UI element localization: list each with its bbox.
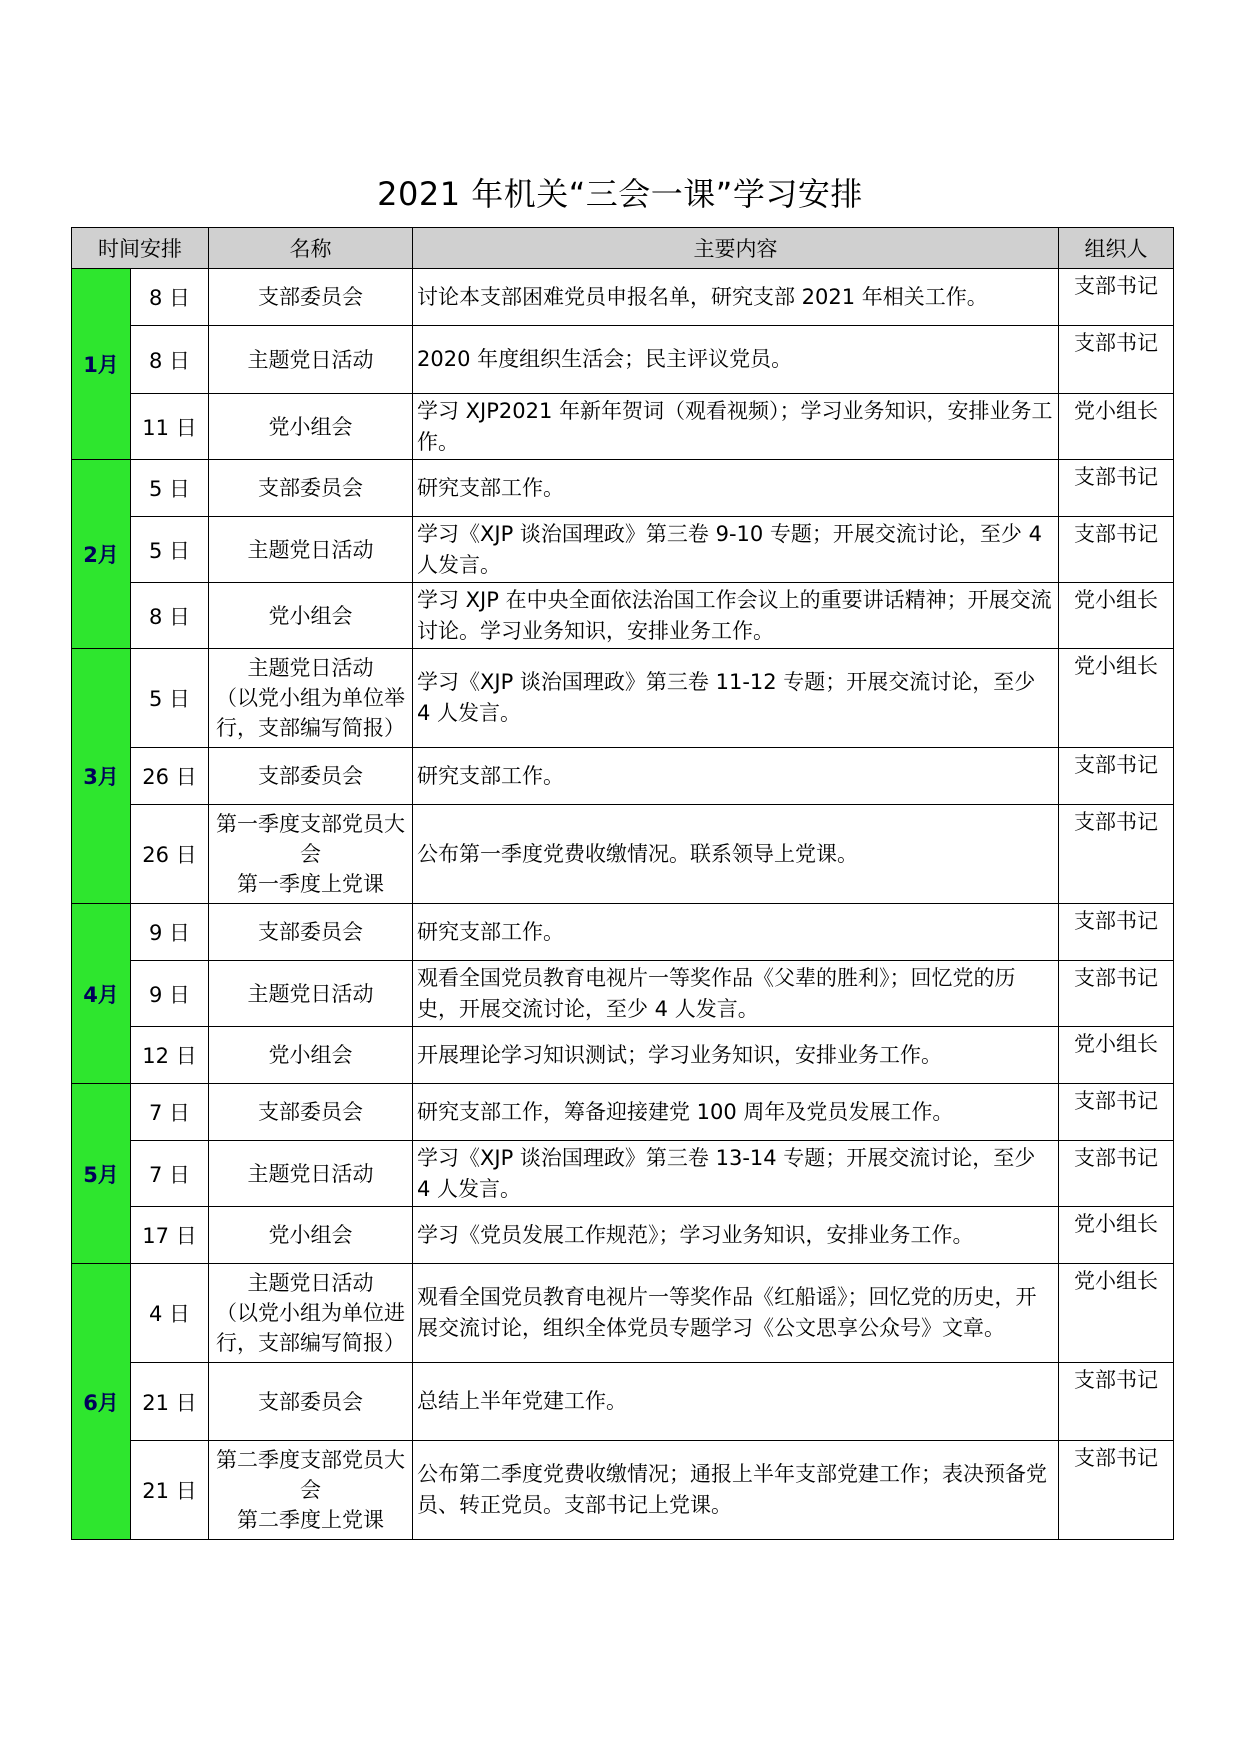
meeting-name-cell: [209, 1084, 413, 1141]
day-cell: 8 日: [131, 269, 209, 326]
content-cell: 观看全国党员教育电视片一等奖作品《红船谣》；回忆党的历史，开展交流讨论，组织全体党员专题学习《公文思享公众号》文章。: [413, 1264, 1059, 1363]
content-cell: 学习《党员发展工作规范》；学习业务知识，安排业务工作。: [413, 1207, 1059, 1264]
meeting-name-line: 行，支部编写简报）: [216, 1331, 405, 1355]
meeting-name-line: 行，支部编写简报）: [216, 716, 405, 740]
page-title: 2021 年机关“三会一课”学习安排: [377, 175, 863, 213]
day-cell: 8 日: [131, 326, 209, 394]
organizer-cell: 支部书记: [1059, 269, 1174, 326]
table-header-row: [72, 228, 1174, 269]
meeting-name-cell: [209, 1141, 413, 1207]
meeting-name-line: 会: [300, 842, 321, 866]
meeting-name-line: 主题党日活动: [247, 347, 374, 372]
content-cell: 学习 XJP2021 年新年贺词（观看视频）；学习业务知识，安排业务工作。: [413, 394, 1059, 460]
header-time: 时间安排: [72, 228, 209, 269]
meeting-name-line: 支部委员会: [258, 285, 363, 309]
content-cell: 研究支部工作。: [413, 460, 1059, 517]
organizer-cell: 支部书记: [1059, 1141, 1174, 1207]
day-cell: 8 日: [131, 583, 209, 649]
day-cell: 26 日: [131, 748, 209, 805]
month-cell: 2月: [72, 460, 131, 649]
header-organizer: 组织人: [1059, 228, 1174, 269]
table-row: [72, 748, 1174, 805]
meeting-name-cell: [209, 961, 413, 1027]
month-cell: 1月: [72, 269, 131, 460]
table-row: [72, 1207, 1174, 1264]
schedule-table: [71, 227, 1174, 1540]
table-row: [72, 904, 1174, 961]
meeting-name-line: 支部委员会: [258, 476, 363, 500]
day-cell: 17 日: [131, 1207, 209, 1264]
table-row: [72, 1264, 1174, 1363]
table-row: [72, 517, 1174, 583]
meeting-name-cell: [209, 649, 413, 748]
day-cell: 11 日: [131, 394, 209, 460]
content-cell: 公布第二季度党费收缴情况；通报上半年支部党建工作；表决预备党员、转正党员。支部书记上党课。: [413, 1441, 1059, 1540]
content-cell: 总结上半年党建工作。: [413, 1363, 1059, 1441]
content-cell: 学习 XJP 在中央全面依法治国工作会议上的重要讲话精神；开展交流讨论。学习业务知识，安排业务工作。: [413, 583, 1059, 649]
meeting-name-cell: [209, 805, 413, 904]
meeting-name-cell: [209, 1363, 413, 1441]
organizer-cell: 支部书记: [1059, 1363, 1174, 1441]
table-row: [72, 394, 1174, 460]
meeting-name-cell: [209, 748, 413, 805]
day-cell: 21 日: [131, 1441, 209, 1540]
day-cell: 4 日: [131, 1264, 209, 1363]
meeting-name-line: 党小组会: [268, 1043, 353, 1067]
meeting-name-line: （以党小组为单位进: [216, 1301, 405, 1325]
meeting-name-cell: [209, 1264, 413, 1363]
content-cell: 学习《XJP 谈治国理政》第三卷 13-14 专题；开展交流讨论，至少 4 人发言。: [413, 1141, 1059, 1207]
table-row: [72, 1084, 1174, 1141]
content-cell: 开展理论学习知识测试；学习业务知识，安排业务工作。: [413, 1027, 1059, 1084]
content-cell: 公布第一季度党费收缴情况。联系领导上党课。: [413, 805, 1059, 904]
meeting-name-cell: [209, 517, 413, 583]
meeting-name-line: 会: [300, 1478, 321, 1502]
table-row: [72, 1363, 1174, 1441]
content-cell: 观看全国党员教育电视片一等奖作品《父辈的胜利》；回忆党的历史，开展交流讨论，至少 4 人发言。: [413, 961, 1059, 1027]
organizer-cell: 支部书记: [1059, 748, 1174, 805]
organizer-cell: 党小组长: [1059, 649, 1174, 748]
meeting-name-line: 支部委员会: [258, 1100, 363, 1124]
organizer-cell: 党小组长: [1059, 583, 1174, 649]
meeting-name-line: 支部委员会: [258, 764, 363, 788]
meeting-name-cell: [209, 460, 413, 517]
organizer-cell: 党小组长: [1059, 1207, 1174, 1264]
day-cell: 7 日: [131, 1141, 209, 1207]
organizer-cell: 支部书记: [1059, 961, 1174, 1027]
meeting-name-cell: [209, 1027, 413, 1084]
meeting-name-line: 主题党日活动: [247, 981, 374, 1006]
day-cell: 21 日: [131, 1363, 209, 1441]
table-row: [72, 805, 1174, 904]
content-cell: 研究支部工作。: [413, 748, 1059, 805]
organizer-cell: 支部书记: [1059, 517, 1174, 583]
table-row: [72, 961, 1174, 1027]
organizer-cell: 支部书记: [1059, 1441, 1174, 1540]
day-cell: 9 日: [131, 961, 209, 1027]
header-name: 名称: [209, 228, 413, 269]
table-row: [72, 460, 1174, 517]
day-cell: 7 日: [131, 1084, 209, 1141]
organizer-cell: 支部书记: [1059, 460, 1174, 517]
content-cell: 2020 年度组织生活会；民主评议党员。: [413, 326, 1059, 394]
meeting-name-cell: [209, 583, 413, 649]
day-cell: 5 日: [131, 517, 209, 583]
table-row: [72, 269, 1174, 326]
meeting-name-cell: [209, 269, 413, 326]
meeting-name-cell: [209, 904, 413, 961]
content-cell: 学习《XJP 谈治国理政》第三卷 9-10 专题；开展交流讨论，至少 4 人发言。: [413, 517, 1059, 583]
table-row: [72, 649, 1174, 748]
meeting-name-line: 第一季度上党课: [237, 872, 384, 896]
organizer-cell: 党小组长: [1059, 1027, 1174, 1084]
meeting-name-cell: [209, 394, 413, 460]
meeting-name-line: 第二季度上党课: [237, 1508, 384, 1532]
schedule-body: [72, 269, 1174, 1540]
meeting-name-line: 主题党日活动: [247, 656, 374, 680]
meeting-name-line: 主题党日活动: [247, 537, 374, 562]
organizer-cell: 党小组长: [1059, 1264, 1174, 1363]
organizer-cell: 支部书记: [1059, 805, 1174, 904]
meeting-name-line: 党小组会: [268, 1223, 353, 1247]
meeting-name-line: 支部委员会: [258, 1389, 363, 1414]
meeting-name-line: 第二季度支部党员大: [216, 1448, 405, 1472]
table-row: [72, 583, 1174, 649]
table-row: [72, 1441, 1174, 1540]
month-cell: 4月: [72, 904, 131, 1084]
meeting-name-line: 支部委员会: [258, 920, 363, 944]
meeting-name-line: 主题党日活动: [247, 1161, 374, 1186]
table-row: [72, 1027, 1174, 1084]
meeting-name-cell: [209, 326, 413, 394]
content-cell: 研究支部工作，筹备迎接建党 100 周年及党员发展工作。: [413, 1084, 1059, 1141]
meeting-name-line: 党小组会: [268, 603, 353, 628]
content-cell: 研究支部工作。: [413, 904, 1059, 961]
meeting-name-cell: [209, 1441, 413, 1540]
table-row: [72, 326, 1174, 394]
organizer-cell: 党小组长: [1059, 394, 1174, 460]
month-cell: 5月: [72, 1084, 131, 1264]
meeting-name-line: 主题党日活动: [247, 1271, 374, 1295]
organizer-cell: 支部书记: [1059, 326, 1174, 394]
organizer-cell: 支部书记: [1059, 1084, 1174, 1141]
content-cell: 学习《XJP 谈治国理政》第三卷 11-12 专题；开展交流讨论，至少 4 人发言。: [413, 649, 1059, 748]
meeting-name-line: （以党小组为单位举: [216, 686, 405, 710]
header-content: 主要内容: [413, 228, 1059, 269]
meeting-name-cell: [209, 1207, 413, 1264]
day-cell: 12 日: [131, 1027, 209, 1084]
meeting-name-line: 党小组会: [268, 414, 353, 439]
day-cell: 9 日: [131, 904, 209, 961]
organizer-cell: 支部书记: [1059, 904, 1174, 961]
meeting-name-line: 第一季度支部党员大: [216, 812, 405, 836]
content-cell: 讨论本支部困难党员申报名单，研究支部 2021 年相关工作。: [413, 269, 1059, 326]
day-cell: 5 日: [131, 460, 209, 517]
month-cell: 3月: [72, 649, 131, 904]
day-cell: 5 日: [131, 649, 209, 748]
day-cell: 26 日: [131, 805, 209, 904]
table-row: [72, 1141, 1174, 1207]
month-cell: 6月: [72, 1264, 131, 1540]
